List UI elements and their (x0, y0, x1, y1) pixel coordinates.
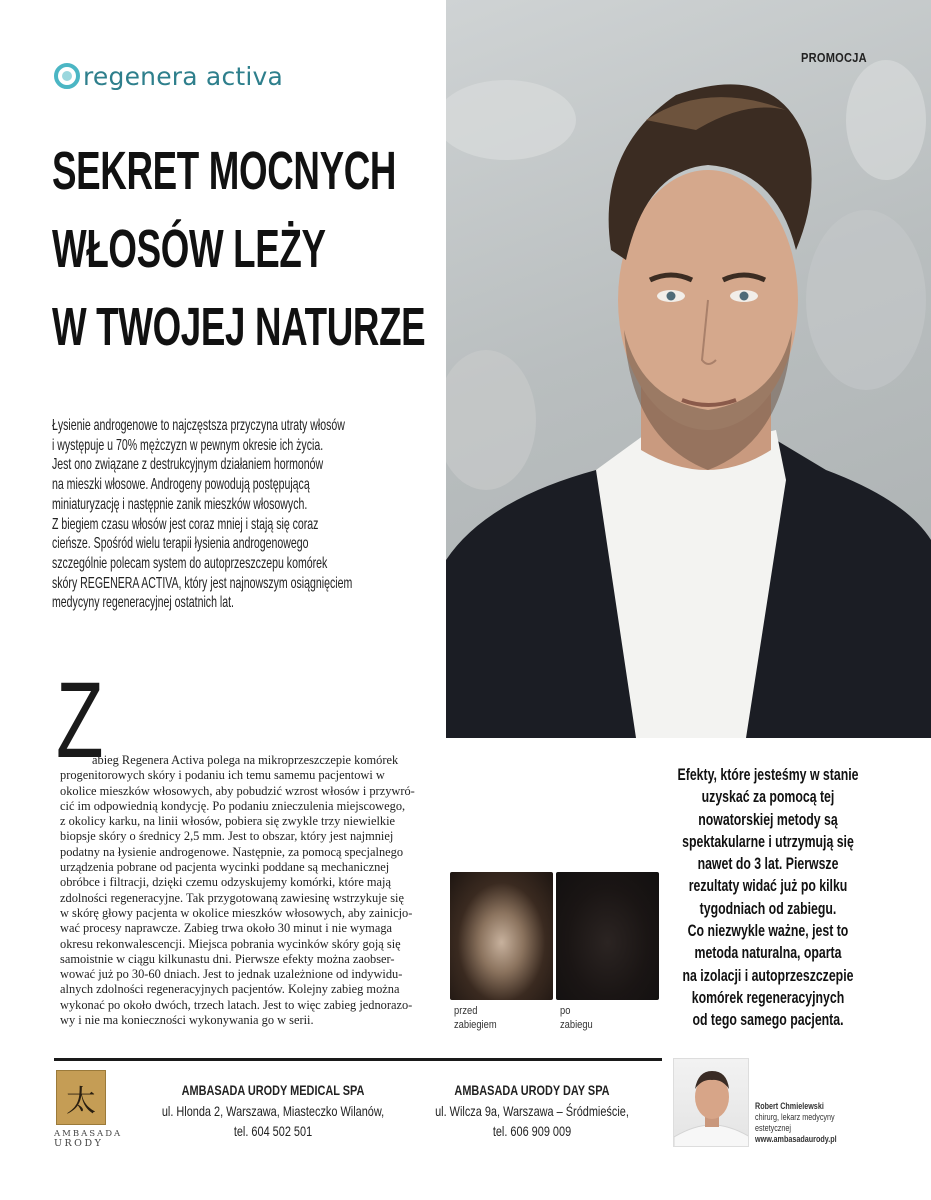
lead-line: na mieszki włosowe. Androgeny powodują postępującą (52, 476, 310, 494)
article-line: w skórę głowy pacjenta w okolice mieszków włosowych, aby zainicjo- (60, 905, 413, 920)
quote-line: Co niezwykle ważne, jest to (687, 922, 849, 941)
quote-line: metoda naturalna, oparta (694, 944, 842, 963)
portrait-illustration (446, 0, 931, 738)
lead-paragraph (52, 416, 422, 613)
quote-line: na izolacji i autoprzeszczepie (682, 966, 854, 985)
location-day-spa (399, 1080, 664, 1142)
quote-line: rezultaty widać już po kilku (688, 877, 848, 896)
doctor-title: chirurg, lekarz medycyny (755, 1112, 835, 1122)
lead-line: miniaturyzację i następnie zanik mieszków włosowych. (52, 495, 308, 513)
article-line: zdolności regeneracyjne. Tak przygotowaną zawiesinę wstrzykuje się (60, 890, 404, 905)
location-phone: tel. 604 502 501 (233, 1123, 313, 1139)
brand-logo (54, 60, 283, 92)
quote-line: tygodniach od zabiegu. (699, 899, 837, 918)
location-title: AMBASADA URODY DAY SPA (454, 1082, 610, 1098)
caption-line: przed (454, 1005, 478, 1017)
logo-emblem-icon: 太 (66, 1083, 96, 1119)
pull-quote (673, 764, 863, 1032)
ambasada-logo (56, 1070, 106, 1125)
headline-line: SEKRET MOCNYCH (52, 141, 397, 201)
quote-line: od tego samego pacjenta. (692, 1011, 844, 1030)
caption-line: zabiegiem (454, 1019, 497, 1031)
article-line: wykonać po około dwóch, trzech latach. Jest to więc zabieg jednorazo- (60, 997, 413, 1012)
hero-photo (446, 0, 931, 738)
doctor-title: estetycznej (755, 1123, 792, 1133)
lead-line: cieńsze. Spośród wielu terapii łysienia androgenowego (52, 535, 309, 553)
drop-cap: Z (56, 659, 104, 780)
article-line: samoistnie w ciągu kilkunastu dni. Pierwsze efekty można zaobser- (60, 951, 395, 966)
lead-line: Łysienie androgenowe to najczęstsza przyczyna utraty włosów (52, 417, 345, 434)
quote-line: nawet do 3 lat. Pierwsze (697, 855, 839, 874)
footer-divider (54, 1058, 662, 1061)
quote-line: spektakularne i utrzymują się (682, 832, 854, 851)
headline (52, 132, 426, 366)
headline-line: W TWOJEJ NATURZE (52, 297, 426, 357)
quote-line: nowatorskiej metody są (698, 810, 838, 829)
location-medical-spa (152, 1080, 394, 1142)
caption-line: po (560, 1005, 571, 1017)
quote-line: uzyskać za pomocą tej (701, 788, 835, 807)
article-line: biopsje skóry o średnicy 2,5 mm. Jest to obszar, który jest najmniej (60, 829, 394, 844)
lead-line: Z biegiem czasu włosów jest coraz mniej i stają się coraz (52, 515, 319, 533)
logo-word: AMBASADA (54, 1129, 123, 1139)
lead-line: medycyny regeneracyjnej ostatnich lat. (52, 594, 234, 612)
article-line: z okolicy karku, na linii włosów, pobiera się zwykle trzy niewielkie (60, 814, 396, 829)
quote-line: Efekty, które jesteśmy w stanie (677, 766, 859, 784)
article-line: abieg Regenera Activa polega na mikroprzeszczepie komórek (92, 753, 399, 767)
before-treatment-photo (450, 872, 553, 1000)
lead-line: i występuje u 70% mężczyzn w pewnym okresie ich życia. (52, 436, 324, 454)
before-caption (454, 1004, 514, 1032)
article-line: wować już po 30-60 dniach. Jest to jednak uzależnione od indywidu- (60, 967, 403, 982)
logo-word: URODY (54, 1138, 104, 1149)
doctor-caption (755, 1101, 851, 1145)
article-line: progenitorowych skóry i podaniu ich temu samemu pacjentowi w (60, 768, 385, 783)
article-line: wać procesy naprawcze. Zabieg trwa około 30 minut i nie wymaga (60, 921, 393, 936)
article-line: wy i nie ma konieczności wykonywania go w serii. (60, 1013, 314, 1028)
after-treatment-photo (556, 872, 659, 1000)
lead-line: szczególnie polecam system do autoprzeszczepu komórek (52, 554, 328, 572)
location-phone: tel. 606 909 009 (492, 1123, 572, 1139)
article-line: urządzenia pobrane od pacjenta wycinki poddane są mechanicznej (60, 860, 390, 875)
lead-line: skóry REGENERA ACTIVA, który jest najnowszym osiągnięciem (52, 574, 353, 592)
article-line: alnych zdolności regeneracyjnych pacjentów. Kolejny zabieg można (60, 982, 400, 997)
quote-line: komórek regeneracyjnych (691, 988, 845, 1007)
doctor-photo (673, 1058, 749, 1147)
article-line: okolice mieszków włosowych, aby pobudzić wzrost włosów i przywró- (60, 783, 415, 798)
location-title: AMBASADA URODY MEDICAL SPA (181, 1082, 365, 1098)
article-line: podatny na łysienie androgenowe. Następnie, za pomocą specjalnego (60, 844, 404, 859)
website-link[interactable]: www.ambasadaurody.pl (755, 1134, 837, 1144)
after-caption (560, 1004, 620, 1032)
article-line: okresu rekonwalescencji. Miejsca pobrania wycinków skóry goją się (60, 936, 401, 951)
doctor-portrait (674, 1059, 749, 1147)
location-address: ul. Hlonda 2, Warszawa, Miasteczko Wilanów, (161, 1102, 385, 1119)
doctor-name: Robert Chmielewski (755, 1101, 824, 1111)
brand-name: regenera activa (83, 61, 284, 91)
article-line: obróbce i filtracji, dzięki czemu odzyskujemy komórki, które mają (60, 875, 391, 890)
location-address: ul. Wilcza 9a, Warszawa – Śródmieście, (435, 1102, 629, 1119)
lead-line: Jest ono związane z destrukcyjnym działaniem hormonów (52, 456, 324, 474)
headline-line: WŁOSÓW LEŻY (52, 219, 326, 279)
caption-line: zabiegu (560, 1019, 593, 1031)
article-line: cić im odpowiednią kondycję. Po podaniu znieczulenia miejscowego, (60, 798, 406, 813)
logo-ring-icon (54, 63, 80, 89)
article-body (60, 753, 436, 1028)
promo-tag: PROMOCJA (801, 50, 867, 65)
